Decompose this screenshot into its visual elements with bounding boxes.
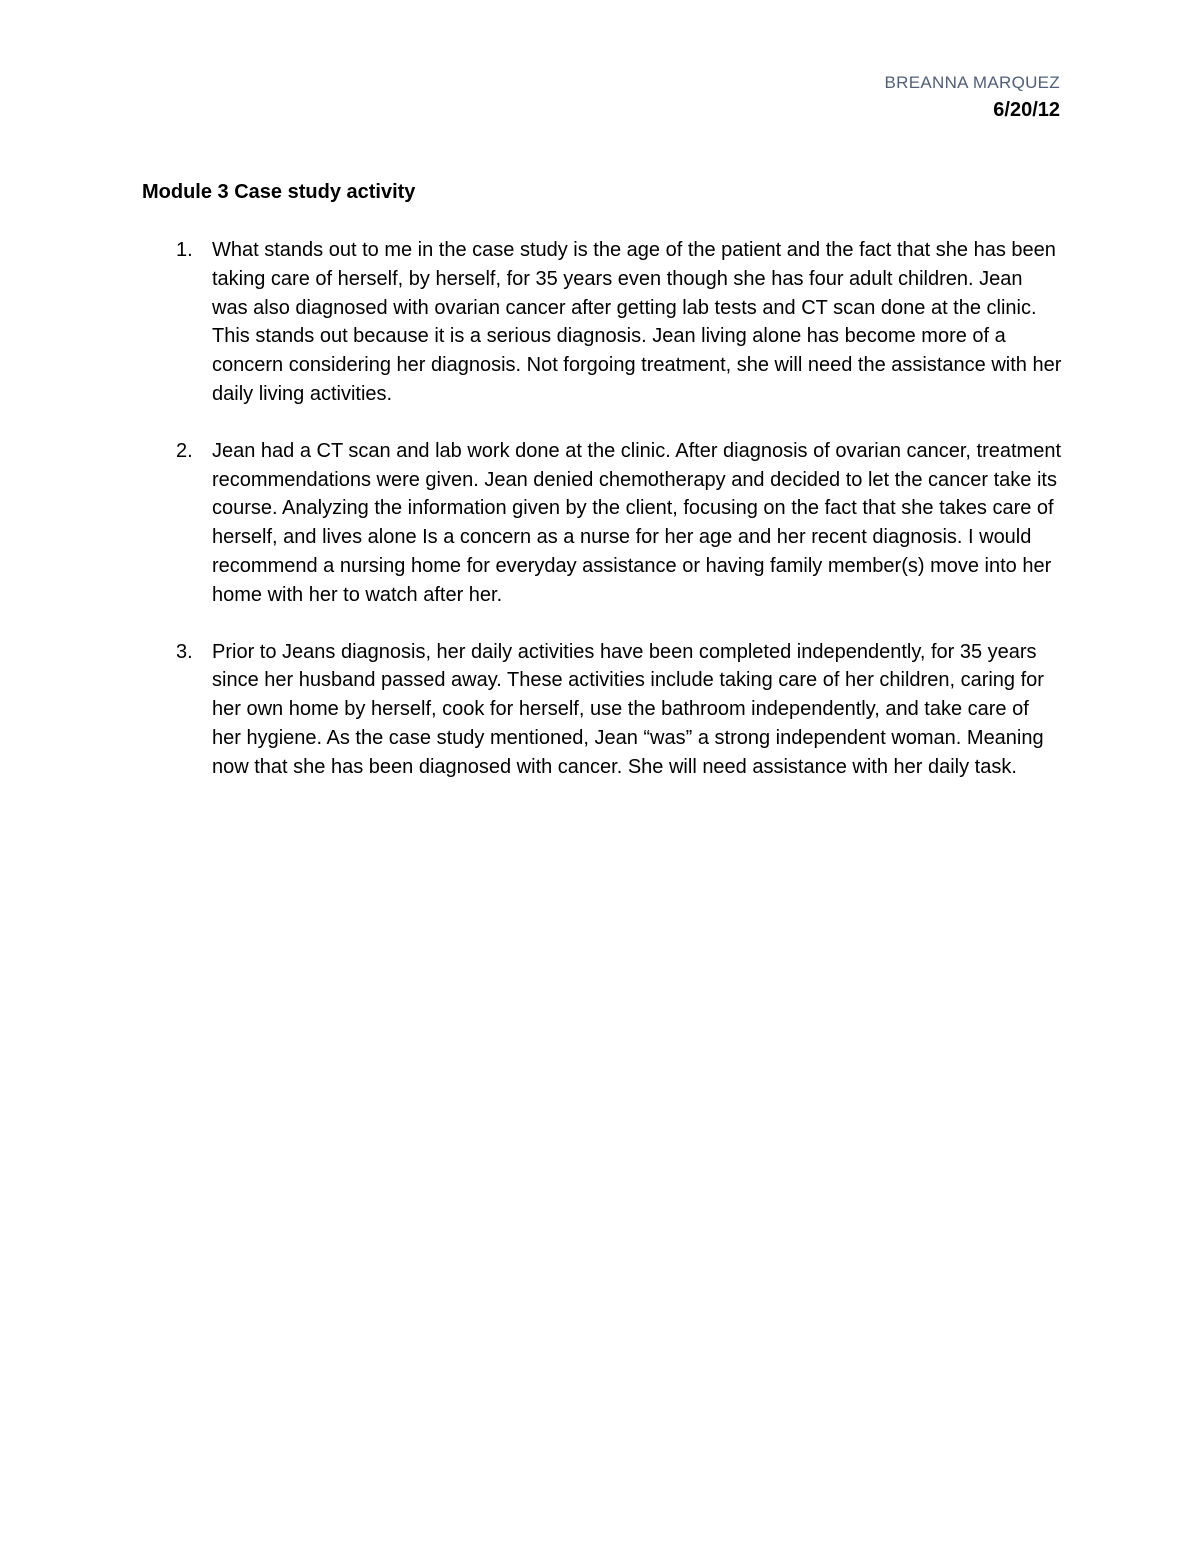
document-header — [885, 70, 1060, 124]
document-date: 6/20/12 — [993, 99, 1060, 121]
question-item-2 — [142, 437, 1062, 610]
question-text: What stands out to me in the case study is the age of the patient and the fact that she has been taking care of herself, by herself, for 35 years even though she has four adult children. Jean was also diagnosed with ovarian cancer after getting lab tests and CT scan done at the clinic. This stands out because it is a serious diagnosis. Jean living alone has become more of a concern considering her diagnosis. Not forgoing treatment, she will need the assistance with her daily living activities. — [212, 239, 1062, 405]
question-item-1 — [142, 236, 1062, 409]
author-name: BREANNA MARQUEZ — [884, 73, 1060, 92]
question-number: 3. — [176, 640, 193, 663]
document-title: Module 3 Case study activity — [142, 181, 416, 203]
question-list — [142, 236, 1062, 810]
question-text: Prior to Jeans diagnosis, her daily activities have been completed independently, for 35 years since her husband passed away. These activities include taking care of her children, caring for her own home by herself, cook for herself, use the bathroom independently, and take care of her hygiene. As the case study mentioned, Jean “was” a strong independent woman. Meaning now that she has been diagnosed with cancer. She will need assistance with her daily task. — [212, 640, 1044, 778]
question-item-3 — [142, 638, 1062, 782]
question-text: Jean had a CT scan and lab work done at the clinic. After diagnosis of ovarian cancer, treatment recommendations were given. Jean denied chemotherapy and decided to let the cancer take its course. Analyzing the information given by the client, focusing on the fact that she takes care of herself, and lives alone Is a concern as a nurse for her age and her recent diagnosis. I would recommend a nursing home for everyday assistance or having family member(s) move into her home with her to watch after her. — [212, 439, 1062, 606]
question-number: 2. — [176, 439, 193, 462]
question-number: 1. — [176, 239, 193, 261]
